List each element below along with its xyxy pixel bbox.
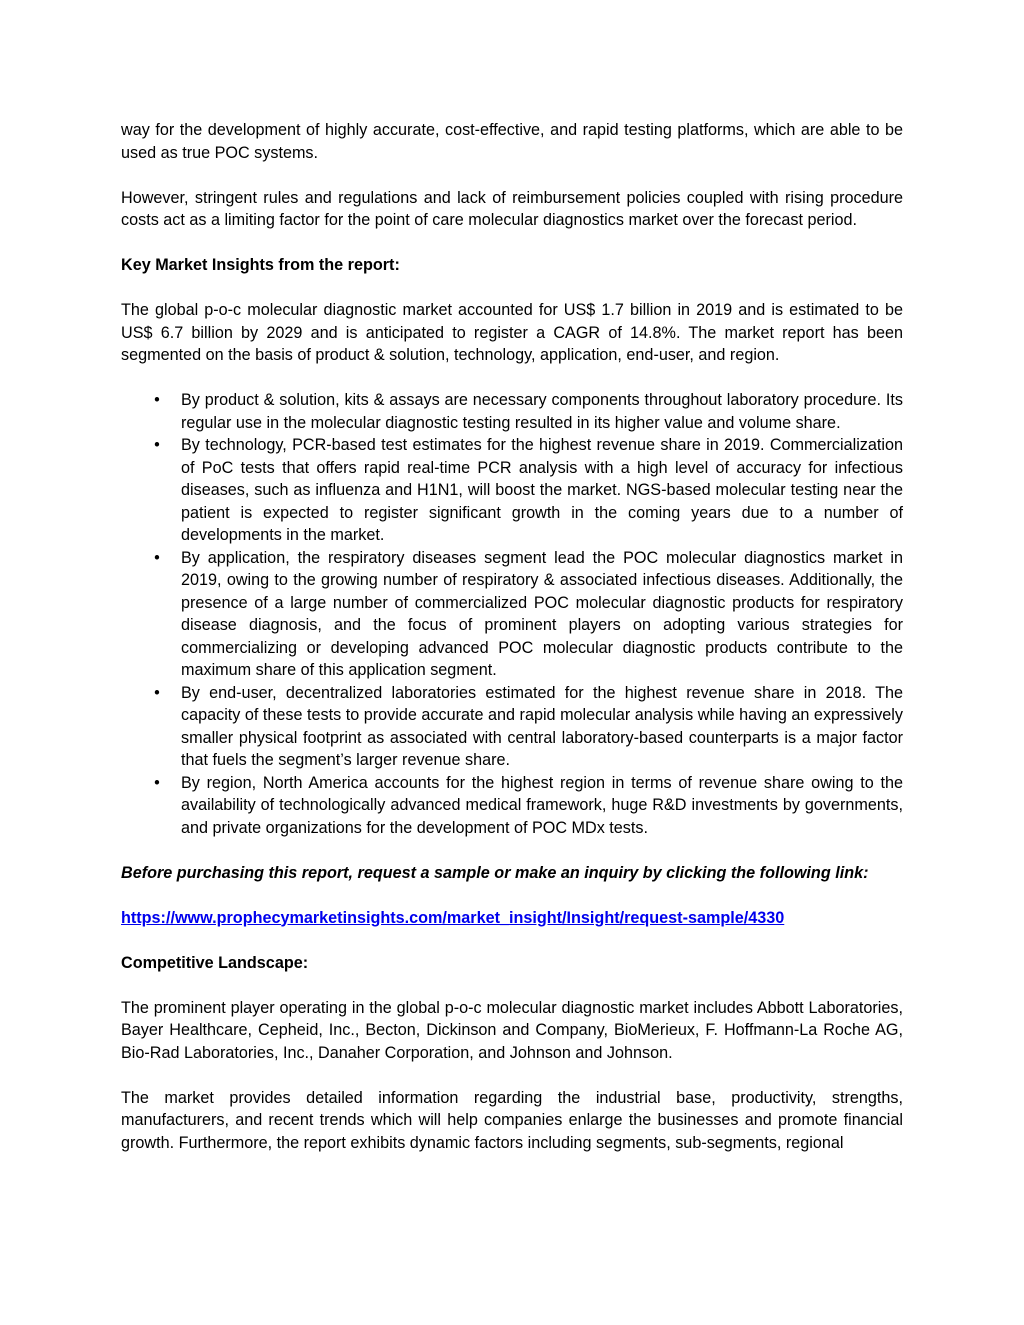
key-insights-summary-paragraph: The global p-o-c molecular diagnostic market accounted for US$ 1.7 billion in 2019 and is estimated to be US$ 6.7 billion by 2029 and is anticipated to register a CAGR of 14.8%. The market report has been segmented on the basis of product & solution, technology, application, end-user, and region.	[121, 301, 903, 364]
competitive-landscape-heading: Competitive Landscape:	[121, 953, 309, 972]
bullet-item-end-user	[121, 682, 903, 772]
bullet-text: By technology, PCR-based test estimates for the highest revenue share in 2019. Commercialization of PoC tests that offers rapid real-time PCR analysis with a high level of accuracy for infectious diseases, such as influenza and H1N1, will boost the market. NGS-based molecular testing near the patient is expected to register significant growth in the coming years due to a number of developments in the market.	[181, 436, 903, 544]
bullet-text: By end-user, decentralized laboratories estimated for the highest revenue share in 2018. The capacity of these tests to provide accurate and rapid molecular analysis while having an expressively smaller physical footprint as associated with central laboratory-based counterparts is a major factor that fuels the segment’s larger revenue share.	[181, 683, 903, 769]
bullet-item-technology	[121, 434, 903, 547]
document-page	[121, 119, 903, 1177]
bullet-text: By application, the respiratory diseases segment lead the POC molecular diagnostics market in 2019, owing to the growing number of respiratory & associated infectious diseases. Additionally, the presence of a large number of commercialized POC molecular diagnostic products for respiratory disease diagnosis, and the focus of prominent players on adopting various strategies for commercializing or developing advanced POC molecular diagnostic products contribute to the maximum share of this application segment.	[181, 548, 903, 679]
request-sample-link[interactable]: https://www.prophecymarketinsights.com/market_insight/Insight/request-sample/4330	[121, 908, 785, 927]
restraints-paragraph: However, stringent rules and regulations and lack of reimbursement policies coupled with rising procedure costs act as a limiting factor for the point of care molecular diagnostics market over the forecast period.	[121, 188, 903, 229]
bullet-text: By product & solution, kits & assays are necessary components throughout laboratory procedure. Its regular use in the molecular diagnostic testing resulted in its higher value and volume share.	[181, 391, 903, 432]
key-insights-heading: Key Market Insights from the report:	[121, 256, 400, 274]
key-insights-bullet-list	[121, 389, 903, 839]
bullet-item-product-solution	[121, 389, 903, 434]
call-to-action-text: Before purchasing this report, request a sample or make an inquiry by clicking the following link:	[121, 863, 869, 882]
bullet-icon: •	[154, 391, 160, 409]
market-details-paragraph: The market provides detailed information regarding the industrial base, productivity, strengths, manufacturers, and recent trends which will help companies enlarge the businesses and promote financial growth. Furthermore, the report exhibits dynamic factors including segments, sub-segments, regional	[121, 1088, 903, 1152]
bullet-icon: •	[154, 683, 160, 702]
bullet-icon: •	[154, 548, 160, 567]
bullet-text: By region, North America accounts for the highest region in terms of revenue share owing to the availability of technologically advanced medical framework, huge R&D investments by governments, and private organizations for the development of POC MDx tests.	[181, 773, 903, 837]
bullet-item-application	[121, 547, 903, 682]
intro-continuation-paragraph: way for the development of highly accurate, cost-effective, and rapid testing platforms, which are able to be used as true POC systems.	[121, 121, 903, 162]
request-sample-link-paragraph	[121, 907, 903, 930]
bullet-icon: •	[154, 773, 160, 792]
bullet-item-region	[121, 772, 903, 840]
bullet-icon: •	[154, 436, 160, 454]
competitive-players-paragraph: The prominent player operating in the global p-o-c molecular diagnostic market includes Abbott Laboratories, Bayer Healthcare, Cepheid, Inc., Becton, Dickinson and Company, BioMerieux, F. Hoffmann-La Roche AG, Bio-Rad Laboratories, Inc., Danaher Corporation, and Johnson and Johnson.	[121, 998, 903, 1062]
